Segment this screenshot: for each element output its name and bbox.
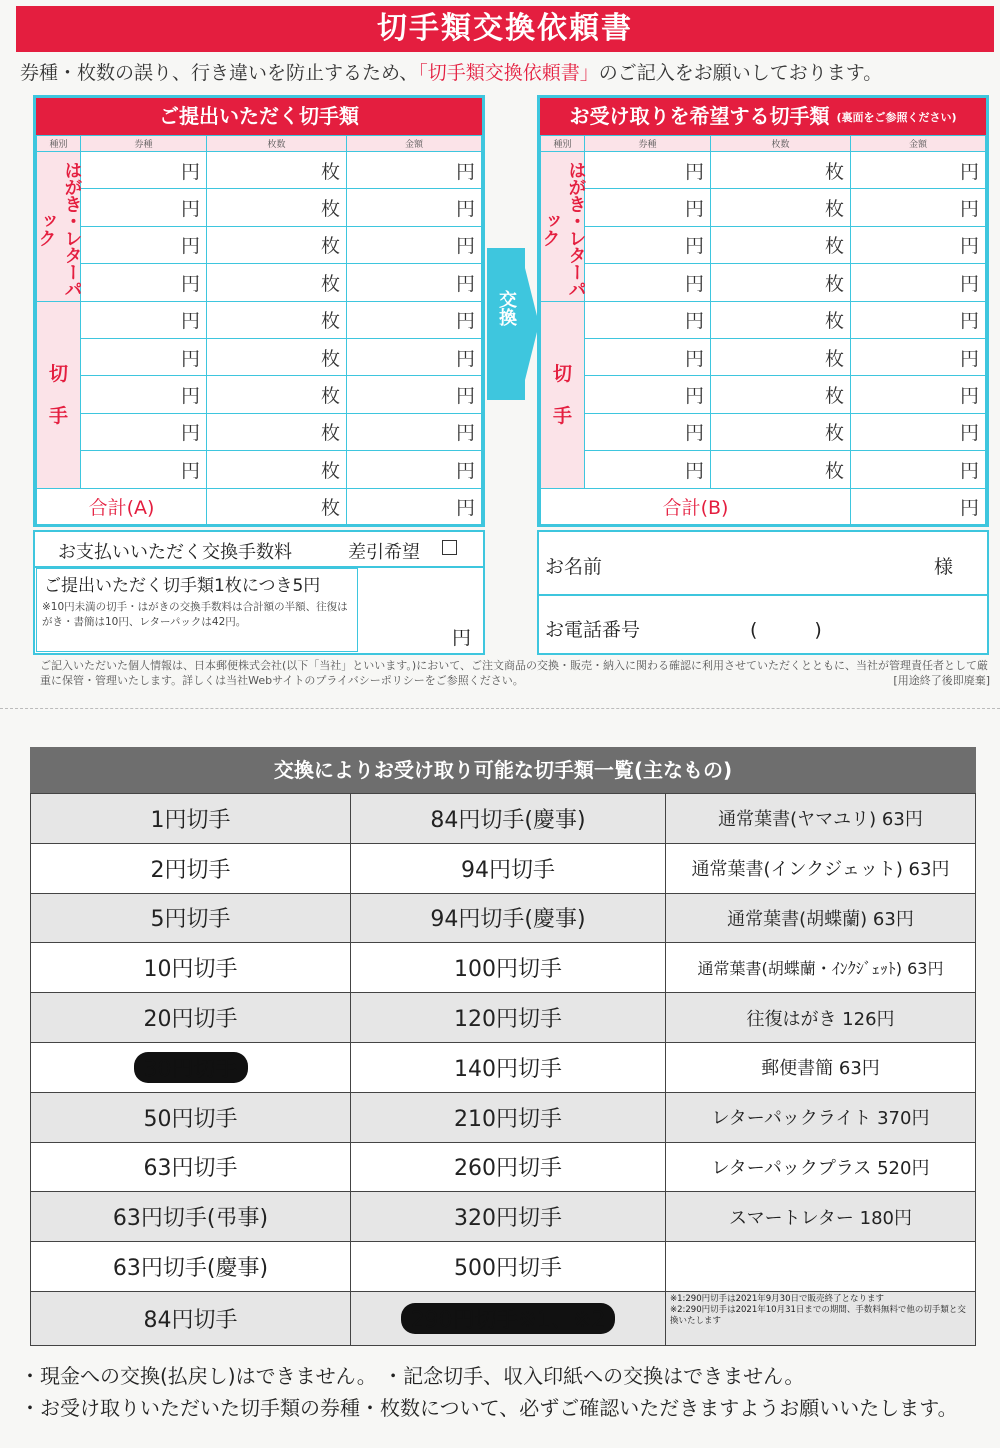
- table-row: [31, 1242, 976, 1292]
- list-cell: 94円切手: [351, 843, 666, 893]
- table-row[interactable]: [37, 152, 482, 189]
- phone-field[interactable]: ( ): [750, 619, 822, 641]
- kind-letterpack: はがき・レターパック: [541, 152, 585, 302]
- col-count: 枚数: [711, 136, 851, 152]
- type-cell[interactable]: 円: [81, 152, 207, 189]
- total-a-label: 合計(A): [37, 488, 207, 525]
- table-row[interactable]: [37, 189, 482, 226]
- submitted-stamps-panel: [33, 95, 485, 527]
- contact-divider: [537, 594, 989, 596]
- type-cell[interactable]: 円: [81, 301, 207, 338]
- list-cell: 210円切手: [351, 1092, 666, 1142]
- fee-amount-field[interactable]: 円: [452, 627, 472, 649]
- footer-line-1: ・現金への交換(払戻し)はできません。 ・記念切手、収入印紙への交換はできません。: [20, 1364, 805, 1388]
- type-cell[interactable]: 円: [81, 413, 207, 450]
- privacy-notice: [40, 658, 990, 688]
- kind-stamp-2: 手: [552, 404, 572, 427]
- count-cell[interactable]: 枚: [207, 338, 347, 375]
- name-label: お名前: [545, 556, 603, 578]
- type-cell[interactable]: 円: [585, 264, 711, 301]
- list-cell: 通常葉書(胡蝶蘭) 63円: [666, 893, 976, 943]
- col-kind: 種別: [37, 136, 81, 152]
- list-cell-redacted: [31, 1042, 351, 1092]
- phone-label: お電話番号: [545, 619, 641, 641]
- total-amount-cell[interactable]: 円: [851, 488, 986, 525]
- kind-stamp-2: 手: [48, 404, 68, 427]
- count-cell[interactable]: 枚: [711, 226, 851, 263]
- table-row[interactable]: [541, 413, 986, 450]
- count-cell[interactable]: 枚: [207, 264, 347, 301]
- table-row[interactable]: [37, 338, 482, 375]
- amount-cell[interactable]: 円: [851, 226, 986, 263]
- type-cell[interactable]: 円: [81, 264, 207, 301]
- count-cell[interactable]: 枚: [711, 376, 851, 413]
- exchangeable-stamps-table: [30, 793, 976, 1346]
- amount-cell[interactable]: 円: [347, 338, 482, 375]
- amount-cell[interactable]: 円: [347, 413, 482, 450]
- list-cell: 63円切手(弔事): [31, 1192, 351, 1242]
- col-type: 券種: [81, 136, 207, 152]
- count-cell[interactable]: 枚: [207, 301, 347, 338]
- note-2: ※2:290円切手は2021年10月31日までの期間、手数料無料で他の切手類と交換いたします: [670, 1304, 966, 1326]
- list-cell: [666, 1242, 976, 1292]
- list-cell: 往復はがき 126円: [666, 993, 976, 1043]
- list-cell-redacted: [351, 1291, 666, 1345]
- total-b-label: 合計(B): [541, 488, 851, 525]
- list-cell: 20円切手: [31, 993, 351, 1043]
- list-cell: 84円切手(慶事): [351, 794, 666, 844]
- count-cell[interactable]: 枚: [207, 226, 347, 263]
- table-row: [31, 943, 976, 993]
- type-cell[interactable]: 円: [81, 451, 207, 488]
- list-cell: 郵便書簡 63円: [666, 1042, 976, 1092]
- table-row[interactable]: [541, 264, 986, 301]
- type-cell[interactable]: 円: [81, 189, 207, 226]
- table-row[interactable]: [541, 301, 986, 338]
- list-cell: 84円切手: [31, 1291, 351, 1345]
- total-row-a[interactable]: [37, 488, 482, 525]
- table-row[interactable]: [541, 189, 986, 226]
- privacy-text: ご記入いただいた個人情報は、日本郵便株式会社(以下「当社」といいます。)において、ご注文商品の交換・販売・納入に関わる確認に利用させていただくとともに、当社が管理責任者として厳重に保管・管理いたします。詳しくは当社Webサイトのプライバシーポリシーをご参照ください。: [40, 659, 988, 687]
- fee-deduct-label: 差引希望: [348, 542, 420, 563]
- intro-before: 券種・枚数の誤り、行き違いを防止するため、: [20, 62, 419, 84]
- count-cell[interactable]: 枚: [711, 301, 851, 338]
- amount-cell[interactable]: 円: [347, 189, 482, 226]
- table-row[interactable]: [37, 413, 482, 450]
- requested-panel-title: お受け取りを希望する切手類: [569, 104, 830, 128]
- type-cell[interactable]: 円: [585, 376, 711, 413]
- amount-cell[interactable]: 円: [347, 226, 482, 263]
- list-cell: 63円切手: [31, 1142, 351, 1192]
- amount-cell[interactable]: 円: [851, 376, 986, 413]
- type-cell[interactable]: 円: [81, 226, 207, 263]
- requested-panel-note: (裏面をご参照ください): [836, 110, 957, 124]
- col-count: 枚数: [207, 136, 347, 152]
- list-cell: 通常葉書(ヤマユリ) 63円: [666, 794, 976, 844]
- list-title: 交換によりお受け取り可能な切手類一覧(主なもの): [30, 747, 976, 793]
- table-row[interactable]: [541, 451, 986, 488]
- total-amount-cell[interactable]: 円: [347, 488, 482, 525]
- list-cell: 260円切手: [351, 1142, 666, 1192]
- table-row: [31, 1142, 976, 1192]
- intro-text: [20, 58, 995, 88]
- table-header-row: [37, 136, 482, 152]
- note-1: ※1:290円切手は2021年9月30日で販売終了となります: [670, 1293, 884, 1304]
- count-cell[interactable]: 枚: [711, 152, 851, 189]
- amount-cell[interactable]: 円: [851, 301, 986, 338]
- intro-after: のご記入をお願いしております。: [598, 62, 883, 84]
- table-row: [31, 993, 976, 1043]
- list-cell: 63円切手(慶事): [31, 1242, 351, 1292]
- count-cell[interactable]: 枚: [711, 413, 851, 450]
- table-row[interactable]: [37, 226, 482, 263]
- col-amount: 金額: [347, 136, 482, 152]
- form-title: 切手類交換依頼書: [16, 6, 994, 52]
- table-row[interactable]: [37, 451, 482, 488]
- type-cell[interactable]: 円: [81, 338, 207, 375]
- table-header-row: [541, 136, 986, 152]
- kind-letterpack: はがき・レターパック: [37, 152, 81, 302]
- table-row[interactable]: [541, 226, 986, 263]
- col-kind: 種別: [541, 136, 585, 152]
- table-row: [31, 794, 976, 844]
- type-cell[interactable]: 円: [585, 413, 711, 450]
- amount-cell[interactable]: 円: [851, 451, 986, 488]
- list-cell: 120円切手: [351, 993, 666, 1043]
- list-cell: 2円切手: [31, 843, 351, 893]
- kind-stamp: [37, 301, 81, 488]
- list-cell: 1円切手: [31, 794, 351, 844]
- privacy-end: [用途終了後即廃棄]: [893, 674, 990, 687]
- list-cell: レターパックプラス 520円: [666, 1142, 976, 1192]
- type-cell[interactable]: 円: [585, 226, 711, 263]
- list-cell: 通常葉書(インクジェット) 63円: [666, 843, 976, 893]
- list-cell: 100円切手: [351, 943, 666, 993]
- requested-panel-header: [540, 98, 986, 135]
- table-row: [31, 1092, 976, 1142]
- amount-cell[interactable]: 円: [851, 189, 986, 226]
- name-suffix: 様: [934, 556, 954, 578]
- amount-cell[interactable]: 円: [347, 451, 482, 488]
- type-cell[interactable]: 円: [585, 189, 711, 226]
- list-cell: 10円切手: [31, 943, 351, 993]
- list-cell: スマートレター 180円: [666, 1192, 976, 1242]
- exchange-arrow-label: 交換: [496, 290, 517, 326]
- table-row[interactable]: [37, 301, 482, 338]
- submitted-panel-header: ご提出いただく切手類: [36, 98, 482, 135]
- kind-stamp-1: 切: [552, 362, 572, 385]
- count-cell[interactable]: 枚: [711, 189, 851, 226]
- requested-stamps-panel: [537, 95, 989, 527]
- list-cell: レターパックライト 370円: [666, 1092, 976, 1142]
- count-cell[interactable]: 枚: [207, 451, 347, 488]
- footer-line-2: ・お受け取りいただいた切手類の券種・枚数について、必ずご確認いただきますようお願いいたします。: [20, 1396, 958, 1420]
- list-notes: [666, 1291, 976, 1345]
- requested-stamps-table: [540, 135, 986, 526]
- list-cell: 140円切手: [351, 1042, 666, 1092]
- list-cell: 50円切手: [31, 1092, 351, 1142]
- submitted-stamps-table: [36, 135, 482, 526]
- type-cell[interactable]: 円: [81, 376, 207, 413]
- type-cell[interactable]: 円: [585, 451, 711, 488]
- col-amount: 金額: [851, 136, 986, 152]
- deduct-checkbox[interactable]: [442, 540, 457, 555]
- table-row[interactable]: [541, 152, 986, 189]
- amount-cell[interactable]: 円: [347, 301, 482, 338]
- redaction-mark: 30円切手: [134, 1052, 248, 1083]
- table-row: [31, 1042, 976, 1092]
- amount-cell[interactable]: 円: [347, 264, 482, 301]
- table-row[interactable]: [37, 264, 482, 301]
- intro-highlight: 「切手類交換依頼書」: [418, 62, 599, 84]
- table-row: [31, 1192, 976, 1242]
- count-cell[interactable]: 枚: [711, 338, 851, 375]
- type-cell[interactable]: 円: [585, 301, 711, 338]
- col-type: 券種: [585, 136, 711, 152]
- amount-cell[interactable]: 円: [851, 152, 986, 189]
- count-cell[interactable]: 枚: [711, 264, 851, 301]
- redaction-mark: 290円切手※1、※2: [401, 1303, 616, 1334]
- table-row[interactable]: [541, 376, 986, 413]
- total-row-b[interactable]: [541, 488, 986, 525]
- type-cell[interactable]: 円: [585, 152, 711, 189]
- total-count-cell[interactable]: 枚: [207, 488, 347, 525]
- type-cell[interactable]: 円: [585, 338, 711, 375]
- amount-cell[interactable]: 円: [851, 338, 986, 375]
- kind-stamp: [541, 301, 585, 488]
- list-cell: 500円切手: [351, 1242, 666, 1292]
- list-cell: 通常葉書(胡蝶蘭・ｲﾝｸｼﾞｪｯﾄ) 63円: [666, 943, 976, 993]
- table-row[interactable]: [37, 376, 482, 413]
- list-cell: 5円切手: [31, 893, 351, 943]
- table-row: [31, 893, 976, 943]
- amount-cell[interactable]: 円: [347, 376, 482, 413]
- cut-line: [0, 708, 1000, 709]
- count-cell[interactable]: 枚: [711, 451, 851, 488]
- table-row: [31, 843, 976, 893]
- fee-title: お支払いいただく交換手数料: [58, 542, 292, 563]
- amount-cell[interactable]: 円: [851, 264, 986, 301]
- count-cell[interactable]: 枚: [207, 413, 347, 450]
- fee-rate: ご提出いただく切手類1枚につき5円: [44, 576, 321, 596]
- count-cell[interactable]: 枚: [207, 152, 347, 189]
- table-row[interactable]: [541, 338, 986, 375]
- list-cell: 320円切手: [351, 1192, 666, 1242]
- kind-stamp-1: 切: [48, 362, 68, 385]
- name-field[interactable]: [640, 540, 920, 586]
- count-cell[interactable]: 枚: [207, 189, 347, 226]
- count-cell[interactable]: 枚: [207, 376, 347, 413]
- fee-note: ※10円未満の切手・はがきの交換手数料は合計額の半額、往復はがき・書簡は10円、レターパックは42円。: [42, 601, 348, 628]
- amount-cell[interactable]: 円: [851, 413, 986, 450]
- table-row: [31, 1291, 976, 1345]
- list-cell: 94円切手(慶事): [351, 893, 666, 943]
- amount-cell[interactable]: 円: [347, 152, 482, 189]
